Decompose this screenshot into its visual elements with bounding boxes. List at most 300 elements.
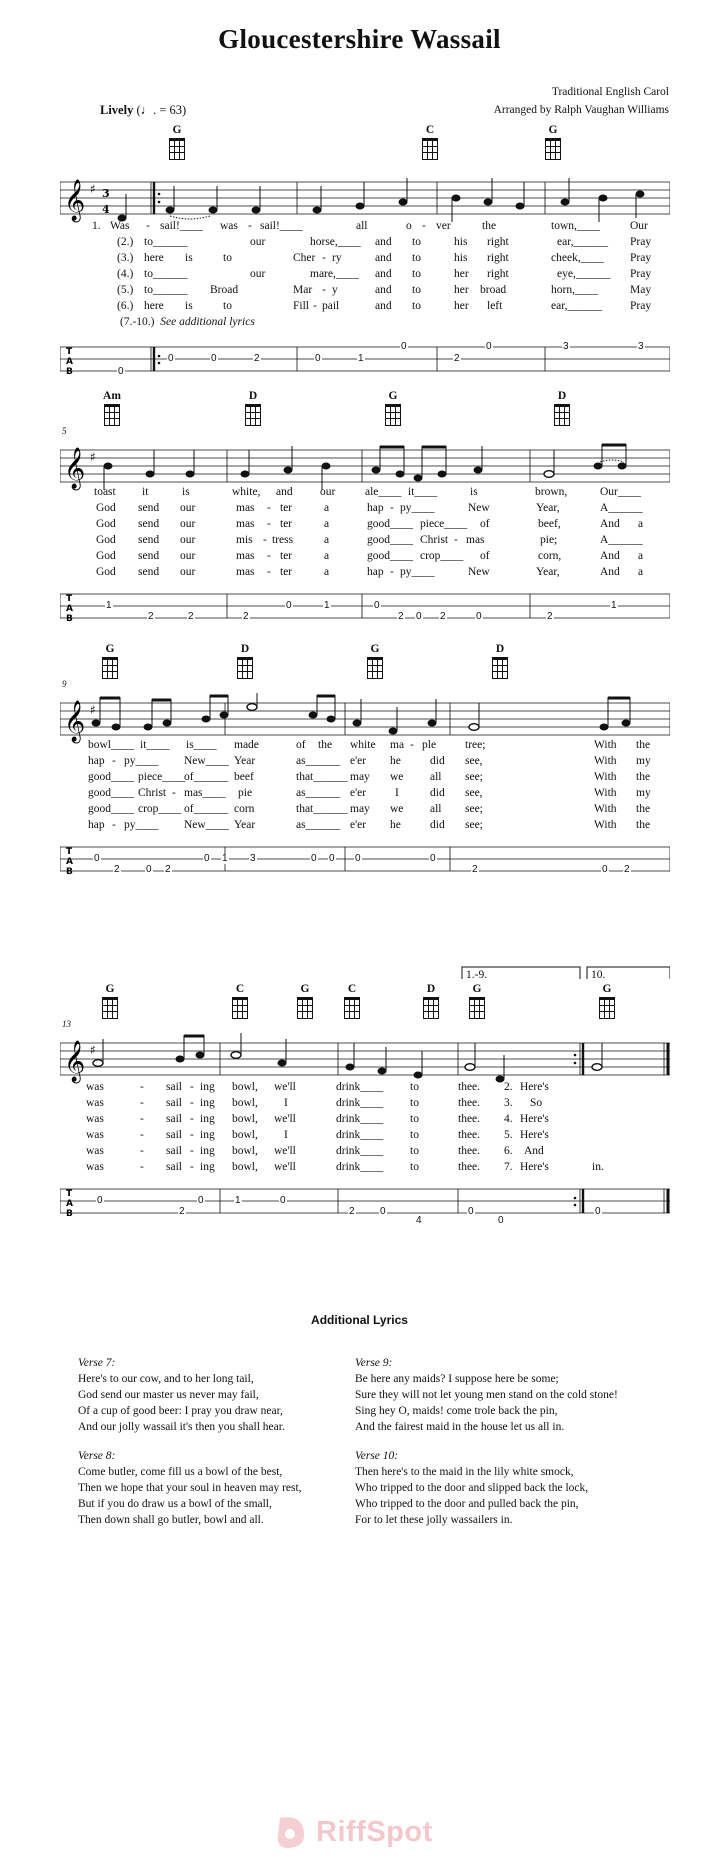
verse-block xyxy=(355,1355,618,1435)
lyric-syllable: drink____ xyxy=(336,1113,384,1125)
tab-staff xyxy=(60,1185,670,1219)
lyric-syllable: - xyxy=(172,787,176,799)
lyric-syllable: and xyxy=(375,252,392,264)
lyric-syllable: to______ xyxy=(144,268,188,280)
lyric-syllable: Pray xyxy=(630,252,652,264)
lyric-syllable: did xyxy=(430,787,445,799)
lyric-syllable: I xyxy=(284,1097,288,1109)
lyric-syllable: New xyxy=(468,502,490,514)
lyric-syllable: sail xyxy=(166,1097,182,1109)
lyric-syllable: A______ xyxy=(600,534,643,546)
lyric-syllable: we'll xyxy=(274,1145,296,1157)
lyric-syllable: Mar xyxy=(293,284,313,296)
tab-fret: 0 xyxy=(280,1195,286,1206)
lyric-syllable: my xyxy=(636,755,651,767)
svg-text:3: 3 xyxy=(102,187,110,200)
lyric-syllable: mas xyxy=(466,534,485,546)
lyric-syllable: here xyxy=(144,252,164,264)
lyric-syllable: y xyxy=(332,284,338,296)
lyric-syllable: - xyxy=(322,284,326,296)
lyric-syllable: God xyxy=(96,566,116,578)
lyric-syllable: Pray xyxy=(630,268,652,280)
lyric-syllable: - xyxy=(422,220,426,232)
svg-text:♯: ♯ xyxy=(90,182,96,196)
svg-text:A: A xyxy=(66,1199,73,1209)
lyric-syllable: - xyxy=(140,1113,144,1125)
tab-fret: 0 xyxy=(315,353,321,364)
lyric-syllable: the xyxy=(636,819,651,831)
lyric-syllable: With xyxy=(594,787,617,799)
chord-name: C xyxy=(347,983,357,995)
lyric-syllable: bowl, xyxy=(232,1145,258,1157)
lyric-syllable: mare,____ xyxy=(310,268,359,280)
lyric-syllable: a xyxy=(638,550,644,562)
lyric-syllable: mis xyxy=(236,534,253,546)
lyric-syllable: sail xyxy=(166,1145,182,1157)
lyric-syllable: to xyxy=(223,300,232,312)
lyric-syllable: A______ xyxy=(600,502,643,514)
lyric-syllable: sail xyxy=(166,1081,182,1093)
tab-fret: 2 xyxy=(624,864,630,875)
chord-diagram xyxy=(485,643,515,679)
lyric-syllable: it xyxy=(142,486,149,498)
lyric-syllable: - xyxy=(190,1129,194,1141)
svg-text:T: T xyxy=(66,347,73,357)
svg-text:♯: ♯ xyxy=(90,1043,96,1057)
fretboard-icon xyxy=(104,404,120,426)
lyric-syllable: With xyxy=(594,739,617,751)
chord-diagram xyxy=(337,983,367,1019)
svg-text:T: T xyxy=(66,594,73,604)
tab-fret: 0 xyxy=(401,341,407,352)
chord-name: C xyxy=(425,124,435,136)
chord-name: G xyxy=(172,124,182,136)
lyric-syllable: is xyxy=(470,486,478,498)
verse-label: Verse 7: xyxy=(78,1357,116,1369)
riffspot-logo-icon xyxy=(272,1812,312,1852)
lyric-syllable: - xyxy=(390,502,394,514)
tab-fret: 1 xyxy=(222,853,228,864)
chord-name: D xyxy=(495,643,505,655)
lyric-syllable: a xyxy=(324,566,330,578)
lyric-syllable: pail xyxy=(322,300,340,312)
lyric-syllable: sail xyxy=(166,1129,182,1141)
lyric-syllable: Year xyxy=(234,819,256,831)
lyric-syllable: our xyxy=(320,486,336,498)
lyric-syllable: ing xyxy=(200,1113,215,1125)
lyric-syllable: thee. xyxy=(458,1161,481,1173)
lyric-syllable: thee. xyxy=(458,1113,481,1125)
lyric-syllable: New xyxy=(468,566,490,578)
lyric-syllable: was xyxy=(86,1097,104,1109)
lyric-syllable: a xyxy=(324,518,330,530)
verse-label: Verse 10: xyxy=(355,1450,399,1462)
svg-text:B: B xyxy=(66,614,73,624)
tab-fret: 2 xyxy=(547,611,553,622)
lyric-syllable: ing xyxy=(200,1145,215,1157)
lyric-syllable: broad xyxy=(480,284,507,296)
lyric-syllable: With xyxy=(594,819,617,831)
lyric-syllable: sail!____ xyxy=(160,220,203,232)
lyric-syllable: we xyxy=(390,803,404,815)
lyric-syllable: God xyxy=(96,518,116,530)
lyric-syllable: 7. xyxy=(504,1161,513,1173)
lyric-syllable: beef xyxy=(234,771,254,783)
lyric-syllable: beef, xyxy=(538,518,561,530)
verse-line: Then we hope that your soul in heaven may rest, xyxy=(78,1482,302,1494)
svg-text:B: B xyxy=(66,367,73,377)
volta-label-second: 10. xyxy=(591,969,606,981)
fretboard-icon xyxy=(492,657,508,679)
lyric-syllable: send xyxy=(138,518,160,530)
lyric-syllable: sail!____ xyxy=(260,220,303,232)
lyric-syllable: - xyxy=(267,566,271,578)
lyric-syllable: her xyxy=(454,300,469,312)
lyric-syllable: So xyxy=(530,1097,543,1109)
song-title: Gloucestershire Wassail xyxy=(218,24,501,54)
verse-line: Sing hey O, maids! come trole back the pin, xyxy=(355,1405,558,1417)
tab-fret: 3 xyxy=(250,853,256,864)
lyric-syllable: the xyxy=(636,739,651,751)
fretboard-icon xyxy=(554,404,570,426)
fretboard-icon xyxy=(469,997,485,1019)
lyric-syllable: May xyxy=(630,284,652,296)
lyric-syllable: e'er xyxy=(350,755,367,767)
chord-diagram xyxy=(415,124,445,160)
lyric-syllable: - xyxy=(140,1081,144,1093)
lyric-syllable: right xyxy=(487,252,509,264)
chord-name: D xyxy=(248,390,258,402)
lyric-syllable: and xyxy=(276,486,293,498)
lyric-syllable: ear,______ xyxy=(557,236,608,248)
verse-line: And our jolly wassail it's then you shall hear. xyxy=(78,1421,285,1433)
measure-number: 13 xyxy=(62,1019,71,1029)
lyric-syllable: it____ xyxy=(408,486,438,498)
tab-fret: 0 xyxy=(198,1195,204,1206)
lyric-syllable: py____ xyxy=(124,755,159,767)
lyric-syllable: is xyxy=(185,252,193,264)
fretboard-icon xyxy=(297,997,313,1019)
lyric-syllable: to xyxy=(223,252,232,264)
lyric-syllable: send xyxy=(138,550,160,562)
fretboard-icon xyxy=(344,997,360,1019)
lyric-syllable: - xyxy=(190,1081,194,1093)
verse-number: (6.) xyxy=(117,300,134,312)
lyric-syllable: New____ xyxy=(184,819,229,831)
lyric-syllable: py____ xyxy=(124,819,159,831)
credit-origin: Traditional English Carol xyxy=(551,86,669,98)
lyric-syllable: hap xyxy=(367,502,384,514)
chord-diagram xyxy=(162,124,192,160)
chord-name: G xyxy=(472,983,482,995)
lyric-syllable: send xyxy=(138,534,160,546)
verse-line: But if you do draw us a bowl of the small, xyxy=(78,1498,272,1510)
lyric-syllable: was xyxy=(86,1113,104,1125)
lyric-syllable: good____ xyxy=(88,803,134,815)
lyric-syllable: and xyxy=(375,284,392,296)
lyric-syllable: see; xyxy=(465,803,483,815)
tab-fret: 0 xyxy=(329,853,335,864)
verse-number: (4.) xyxy=(117,268,134,280)
lyric-syllable: as______ xyxy=(296,819,341,831)
lyric-syllable: is xyxy=(185,300,193,312)
fretboard-icon xyxy=(599,997,615,1019)
lyric-syllable: thee. xyxy=(458,1129,481,1141)
lyric-syllable: mas____ xyxy=(184,787,226,799)
verse-line: God send our master us never may fail, xyxy=(78,1389,259,1401)
lyric-syllable: - xyxy=(140,1097,144,1109)
additional-lyrics-heading: Additional Lyrics xyxy=(311,1313,408,1327)
lyric-syllable: - xyxy=(313,300,317,312)
lyric-syllable: was xyxy=(86,1161,104,1173)
lyric-syllable: ver xyxy=(436,220,451,232)
lyric-syllable: corn xyxy=(234,803,255,815)
verse-line: Be here any maids? I suppose here be some; xyxy=(355,1373,559,1385)
lyric-syllable: Christ xyxy=(420,534,449,546)
verse-number: (3.) xyxy=(117,252,134,264)
fretboard-icon xyxy=(232,997,248,1019)
lyric-syllable: of xyxy=(296,739,306,751)
chord-name: G xyxy=(370,643,380,655)
svg-text:T: T xyxy=(66,847,73,857)
lyric-syllable: may xyxy=(350,803,370,815)
tab-fret: 0 xyxy=(94,853,100,864)
lyric-syllable: e'er xyxy=(350,819,367,831)
verse-line: Come butler, come fill us a bowl of the best, xyxy=(78,1466,283,1478)
lyric-syllable: God xyxy=(96,502,116,514)
lyric-syllable: New____ xyxy=(184,755,229,767)
lyric-syllable: our xyxy=(180,534,196,546)
lyric-syllable: our xyxy=(180,502,196,514)
lyric-syllable: hap xyxy=(88,819,105,831)
fretboard-icon xyxy=(237,657,253,679)
tab-fret: 2 xyxy=(148,611,154,622)
lyric-syllable: tree; xyxy=(465,739,486,751)
lyric-syllable: - xyxy=(248,220,252,232)
lyric-syllable: 3. xyxy=(504,1097,513,1109)
verse-line: For to let these jolly wassailers in. xyxy=(355,1514,513,1526)
credits xyxy=(494,83,669,119)
verse-label: Verse 8: xyxy=(78,1450,116,1462)
fretboard-icon xyxy=(545,138,561,160)
tab-fret: 2 xyxy=(398,611,404,622)
tab-fret: 2 xyxy=(454,353,460,364)
chord-diagram xyxy=(416,983,446,1019)
lyric-syllable: all xyxy=(356,220,368,232)
lyric-syllable: of______ xyxy=(184,771,229,783)
tab-fret: 2 xyxy=(243,611,249,622)
lyric-syllable: to______ xyxy=(144,284,188,296)
lyric-syllable: he xyxy=(390,755,401,767)
lyric-syllable: With xyxy=(594,803,617,815)
chord-diagram xyxy=(360,643,390,679)
chord-name: Am xyxy=(103,390,121,402)
lyric-syllable: drink____ xyxy=(336,1145,384,1157)
lyric-syllable: - xyxy=(390,566,394,578)
tab-fret: 2 xyxy=(254,353,260,364)
tab-fret: 1 xyxy=(611,600,617,611)
lyric-syllable: ing xyxy=(200,1129,215,1141)
chord-name: G xyxy=(388,390,398,402)
lyric-syllable: - xyxy=(454,534,458,546)
chord-name: D xyxy=(557,390,567,402)
lyric-syllable: Year, xyxy=(536,502,560,514)
lyric-syllable: tress xyxy=(272,534,294,546)
chord-name: G xyxy=(105,643,115,655)
lyric-syllable: Here's xyxy=(520,1129,549,1141)
lyric-syllable: toast xyxy=(94,486,116,498)
lyric-syllable: - xyxy=(190,1097,194,1109)
lyric-syllable: mas xyxy=(236,518,255,530)
tab-fret: 0 xyxy=(211,353,217,364)
lyric-syllable: bowl____ xyxy=(88,739,134,751)
tab-fret: 0 xyxy=(486,341,492,352)
lyric-syllable: our xyxy=(250,268,266,280)
tab-fret: 0 xyxy=(498,1215,504,1226)
svg-text:A: A xyxy=(66,604,73,614)
svg-text:𝄞: 𝄞 xyxy=(64,180,86,221)
chord-diagram xyxy=(225,983,255,1019)
lyric-syllable: was xyxy=(86,1129,104,1141)
lyric-syllable: white xyxy=(350,739,376,751)
tab-fret: 0 xyxy=(355,853,361,864)
chord-name: G xyxy=(602,983,612,995)
system-2 xyxy=(60,390,670,640)
verse-line: Of a cup of good beer: I pray you draw near, xyxy=(78,1405,283,1417)
lyric-syllable: our xyxy=(250,236,266,248)
lyric-syllable: in. xyxy=(592,1161,604,1173)
fretboard-icon xyxy=(245,404,261,426)
lyric-syllable: Pray xyxy=(630,236,652,248)
lyric-syllable: mas xyxy=(236,502,255,514)
chord-name: D xyxy=(240,643,250,655)
verse-line: Then here's to the maid in the lily white smock, xyxy=(355,1466,574,1478)
lyric-syllable: we'll xyxy=(274,1161,296,1173)
lyric-syllable: Pray xyxy=(630,300,652,312)
lyric-syllable: o xyxy=(406,220,412,232)
lyric-syllable: and xyxy=(375,300,392,312)
lyric-syllable: hap xyxy=(367,566,384,578)
lyric-syllable: And xyxy=(600,550,620,562)
lyric-syllable: a xyxy=(324,550,330,562)
lyric-syllable: we'll xyxy=(274,1081,296,1093)
lyric-syllable: is xyxy=(182,486,190,498)
lyric-syllable: Fill xyxy=(293,300,309,312)
lyric-syllable: it____ xyxy=(140,739,170,751)
chord-name: G xyxy=(548,124,558,136)
tab-fret: 0 xyxy=(602,864,608,875)
volta-label-first: 1.-9. xyxy=(466,969,488,981)
tab-fret: 0 xyxy=(146,864,152,875)
lyric-syllable: left xyxy=(487,300,503,312)
lyric-syllable: may xyxy=(350,771,370,783)
lyric-syllable: good____ xyxy=(367,550,413,562)
watermark-text: RiffSpot xyxy=(316,1816,433,1848)
system-4 xyxy=(60,963,670,1243)
chord-name: D xyxy=(426,983,436,995)
chord-diagram xyxy=(97,390,127,426)
tab-fret: 0 xyxy=(468,1206,474,1217)
lyric-syllable: our xyxy=(180,566,196,578)
lyric-syllable: And xyxy=(600,566,620,578)
verse-number: (2.) xyxy=(117,236,134,248)
chord-diagram xyxy=(95,983,125,1019)
lyric-syllable: to xyxy=(412,268,421,280)
lyric-syllable: ter xyxy=(280,502,293,514)
lyric-syllable: bowl, xyxy=(232,1161,258,1173)
lyric-syllable: ter xyxy=(280,566,293,578)
lyric-syllable: ma xyxy=(390,739,405,751)
tempo-metronome: (♩. = 63) xyxy=(136,103,187,117)
lyric-syllable: God xyxy=(96,550,116,562)
lyric-syllable: Here's xyxy=(520,1161,549,1173)
lyric-syllable: all xyxy=(430,803,442,815)
lyric-syllable: pie; xyxy=(540,534,558,546)
tab-fret: 2 xyxy=(165,864,171,875)
lyric-syllable: brown, xyxy=(535,486,568,498)
verse-line: Who tripped to the door and slipped back the lock, xyxy=(355,1482,589,1494)
lyric-syllable: we xyxy=(390,771,404,783)
chord-name: G xyxy=(300,983,310,995)
lyric-syllable: to______ xyxy=(144,236,188,248)
svg-text:𝄞: 𝄞 xyxy=(64,448,86,489)
lyric-syllable: py____ xyxy=(400,566,435,578)
lyric-syllable: as______ xyxy=(296,787,341,799)
lyric-syllable: Our____ xyxy=(600,486,641,498)
lyric-syllable: to xyxy=(410,1081,419,1093)
lyric-syllable: her xyxy=(454,268,469,280)
tab-fret: 2 xyxy=(114,864,120,875)
lyric-syllable: God xyxy=(96,534,116,546)
fretboard-icon xyxy=(423,997,439,1019)
lyric-syllable: we'll xyxy=(274,1113,296,1125)
lyric-syllable: - xyxy=(190,1161,194,1173)
lyric-syllable: that______ xyxy=(296,771,348,783)
lyric-syllable: the xyxy=(636,803,651,815)
tempo-word: Lively xyxy=(100,103,134,117)
fretboard-icon xyxy=(102,657,118,679)
lyric-syllable: ter xyxy=(280,550,293,562)
lyric-syllable: e'er xyxy=(350,787,367,799)
lyric-syllable: white, xyxy=(232,486,261,498)
lyric-syllable: drink____ xyxy=(336,1097,384,1109)
lyric-syllable: that______ xyxy=(296,803,348,815)
lyric-syllable: my xyxy=(636,787,651,799)
lyric-syllable: And xyxy=(524,1145,544,1157)
tab-fret: 3 xyxy=(563,341,569,352)
see-additional-note: (7.-10.) See additional lyrics xyxy=(120,316,255,328)
lyric-syllable: to xyxy=(410,1097,419,1109)
tab-fret: 0 xyxy=(311,853,317,864)
lyric-syllable: 6. xyxy=(504,1145,513,1157)
lyric-syllable: a xyxy=(324,502,330,514)
verse-line: Here's to our cow, and to her long tail, xyxy=(78,1373,254,1385)
svg-text:A: A xyxy=(66,357,73,367)
lyric-syllable: - xyxy=(190,1145,194,1157)
lyric-syllable: and xyxy=(375,268,392,280)
lyric-syllable: see, xyxy=(465,787,483,799)
lyric-syllable: hap xyxy=(88,755,105,767)
lyric-syllable: Year xyxy=(234,755,256,767)
measure-number: 9 xyxy=(62,679,67,689)
tab-fret: 2 xyxy=(472,864,478,875)
lyric-syllable: to xyxy=(410,1161,419,1173)
lyric-syllable: as______ xyxy=(296,755,341,767)
svg-text:4: 4 xyxy=(102,203,110,216)
tab-fret: 0 xyxy=(97,1195,103,1206)
tab-fret: 1 xyxy=(358,353,364,364)
lyric-syllable: cheek,____ xyxy=(551,252,604,264)
